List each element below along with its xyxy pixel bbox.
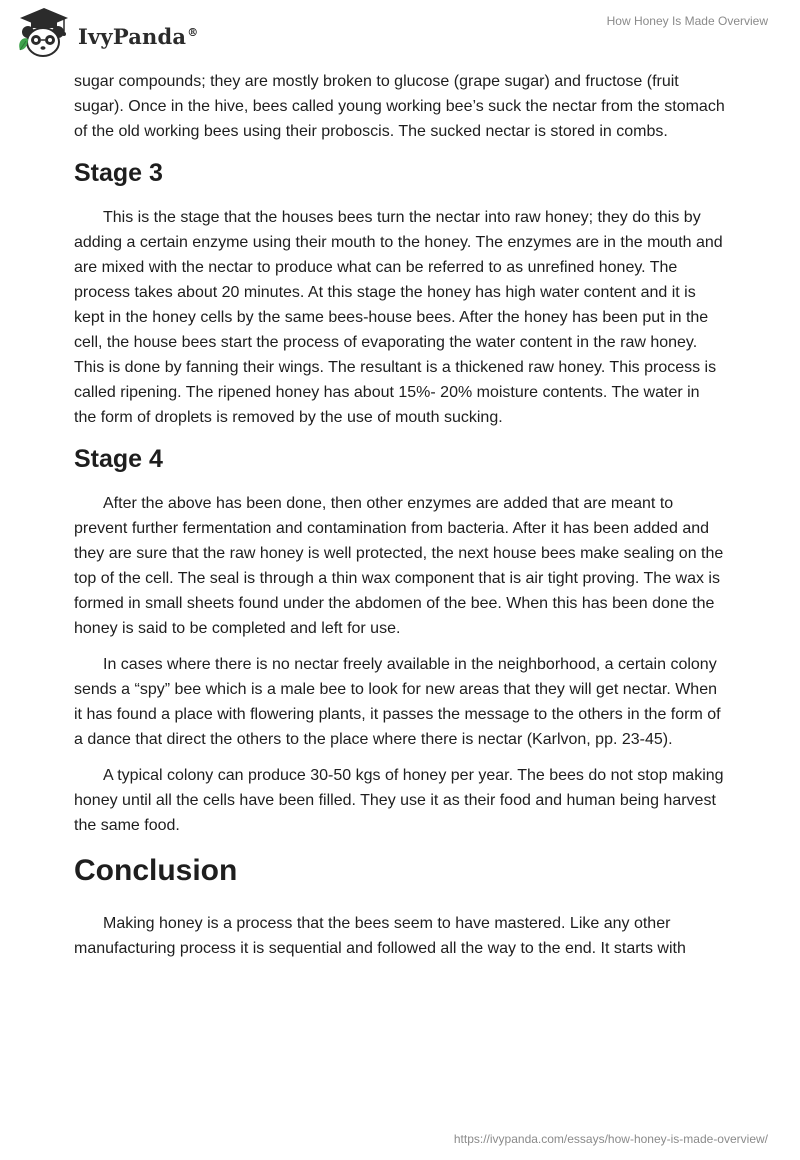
- conclusion-paragraph: Making honey is a process that the bees seem to have mastered. Like any other manufacturing process it is sequential and followed all the way to the end. It starts with: [74, 915, 686, 957]
- stage-4-heading: Stage 4: [74, 445, 163, 473]
- conclusion-heading: Conclusion: [74, 854, 238, 887]
- source-url-link[interactable]: https://ivypanda.com/essays/how-honey-is-made-overview/: [453, 1132, 768, 1146]
- ivypanda-logo[interactable]: [14, 6, 198, 62]
- stage-3-paragraph: This is the stage that the houses bees turn the nectar into raw honey; they do this by adding a certain enzyme using their mouth to the honey. The enzymes are in the mouth and are mixed with the nectar to produce what can be referred to as unrefined honey. The process takes about 20 minutes. At this stage the honey has high water content and it is kept in the honey cells by the same bees-house bees. After the honey has been put in the cell, the house bees start the process of evaporating the water content in the raw honey. This is done by fanning their wings. The resultant is a thickened raw honey. This process is called ripening. The ripened honey has about 15%- 20% moisture contents. The water in the form of droplets is removed by the use of mouth sucking.: [74, 209, 723, 426]
- panda-graduate-icon: [14, 6, 72, 62]
- stage-4-paragraph-2: In cases where there is no nectar freely available in the neighborhood, a certain colony sends a “spy” bee which is a male bee to look for new areas that they will get nectar. When it has found a place with flowering plants, it passes the message to the others in the form of a dance that direct the others to the place where there is nectar (Karlvon, pp. 23-45).: [74, 656, 721, 748]
- essay-body: [74, 69, 726, 972]
- document-title: How Honey Is Made Overview: [606, 14, 768, 28]
- registered-mark: ®: [187, 25, 199, 39]
- intro-paragraph: sugar compounds; they are mostly broken to glucose (grape sugar) and fructose (fruit sugar). Once in the hive, bees called young working bee’s suck the nectar from the stomach of the old working bees using their proboscis. The sucked nectar is stored in combs.: [74, 73, 725, 140]
- stage-3-heading: Stage 3: [74, 159, 163, 187]
- stage-4-paragraph-3: A typical colony can produce 30-50 kgs of honey per year. The bees do not stop making honey until all the cells have been filled. They use it as their food and human being harvest the same food.: [74, 767, 724, 834]
- page-header: [0, 0, 800, 70]
- stage-4-paragraph-1: After the above has been done, then other enzymes are added that are meant to prevent further fermentation and contamination from bacteria. After it has been added and they are sure that the raw honey is well protected, the next house bees make sealing on the top of the cell. The seal is through a thin wax component that is air tight proving. The wax is formed in small sheets found under the abdomen of the bee. When this has been done the honey is said to be completed and left for use.: [74, 495, 724, 637]
- brand-name: IvyPanda®: [78, 23, 199, 49]
